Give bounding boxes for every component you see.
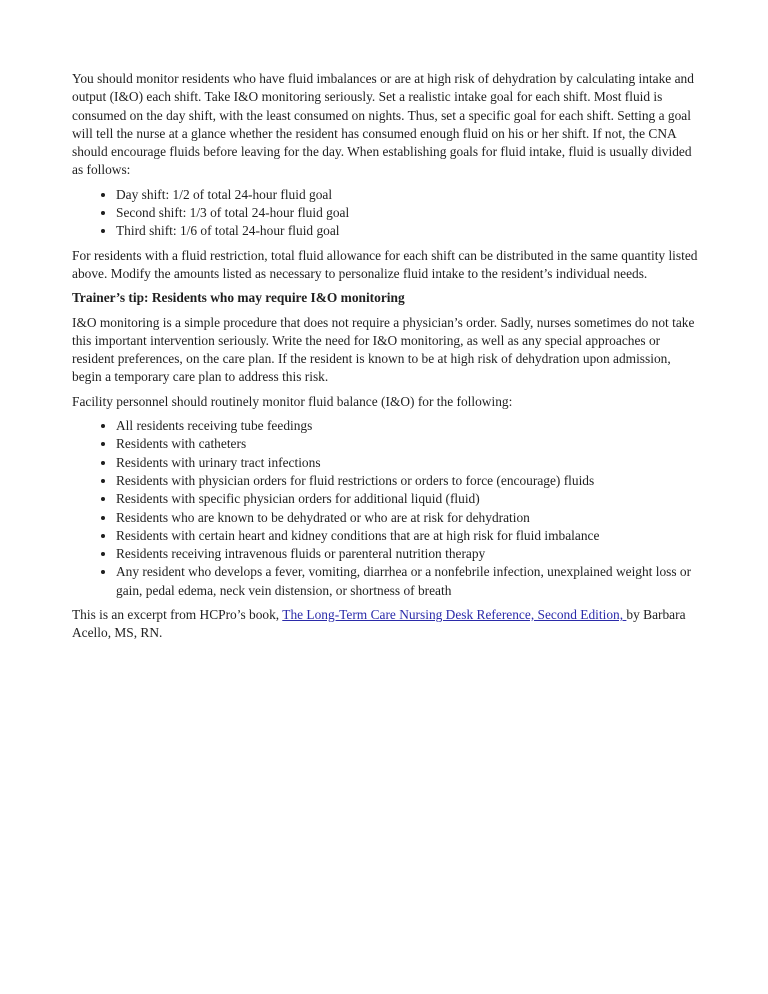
list-item: • Residents with catheters	[116, 435, 702, 453]
document-body	[72, 70, 702, 649]
book-link[interactable]: The Long-Term Care Nursing Desk Reference, Second Edition,	[282, 607, 627, 623]
tip-paragraph: I&O monitoring is a simple procedure that does not require a physician’s order. Sadly, nurses sometimes do not take this important intervention seriously. Write the need for I&O monitoring, as well as any special approaches or resident preferences, on the care plan. If the resident is known to be at high risk of dehydration upon admission, begin a temporary care plan to address this risk.	[72, 314, 695, 385]
list-item: • Day shift: 1/2 of total 24-hour fluid goal	[116, 186, 702, 204]
intro-paragraph: You should monitor residents who have fluid imbalances or are at high risk of dehydration by calculating intake and output (I&O) each shift. Take I&O monitoring seriously. Set a realistic intake goal for each shift. Most fluid is consumed on the day shift, with the least consumed on nights. Thus, set a specific goal for each shift. Setting a goal will tell the nurse at a glance whether the resident has consumed enough fluid on his or her shift. If not, the CNA should encourage fluids before leaving for the day. When establishing goals for fluid intake, fluid is usually divided as follows:	[72, 71, 694, 178]
restriction-paragraph: For residents with a fluid restriction, total fluid allowance for each shift can be distributed in the same quantity listed above. Modify the amounts listed as necessary to personalize fluid intake to the resident’s individual needs.	[72, 247, 698, 281]
excerpt-paragraph	[72, 606, 702, 643]
excerpt-prefix: This is an excerpt from HCPro’s book,	[72, 607, 283, 623]
list-item: • Residents receiving intravenous fluids or parenteral nutrition therapy	[116, 545, 702, 563]
list-item: • Residents with certain heart and kidney conditions that are at high risk for fluid imbalance	[116, 527, 702, 545]
list-item: • All residents receiving tube feedings	[116, 417, 702, 435]
facility-paragraph: Facility personnel should routinely monitor fluid balance (I&O) for the following:	[72, 393, 513, 409]
list-item: • Second shift: 1/3 of total 24-hour fluid goal	[116, 204, 702, 222]
shift-goals-list	[72, 186, 702, 241]
list-item: • Residents who are known to be dehydrated or who are at risk for dehydration	[116, 509, 702, 527]
list-item: • Third shift: 1/6 of total 24-hour fluid goal	[116, 222, 702, 240]
tip-heading: Trainer’s tip: Residents who may require I&O monitoring	[72, 290, 405, 306]
list-item: • Residents with urinary tract infections	[116, 454, 702, 472]
list-item: • Residents with specific physician orders for additional liquid (fluid)	[116, 490, 702, 508]
list-item: • Any resident who develops a fever, vomiting, diarrhea or a nonfebrile infection, unexplained weight loss or gain, pedal edema, neck vein distension, or shortness of breath	[116, 563, 702, 600]
list-item: • Residents with physician orders for fluid restrictions or orders to force (encourage) fluids	[116, 472, 702, 490]
monitor-list	[72, 417, 702, 600]
excerpt-suffix: by Barbara Acello, MS, RN.	[72, 607, 686, 641]
